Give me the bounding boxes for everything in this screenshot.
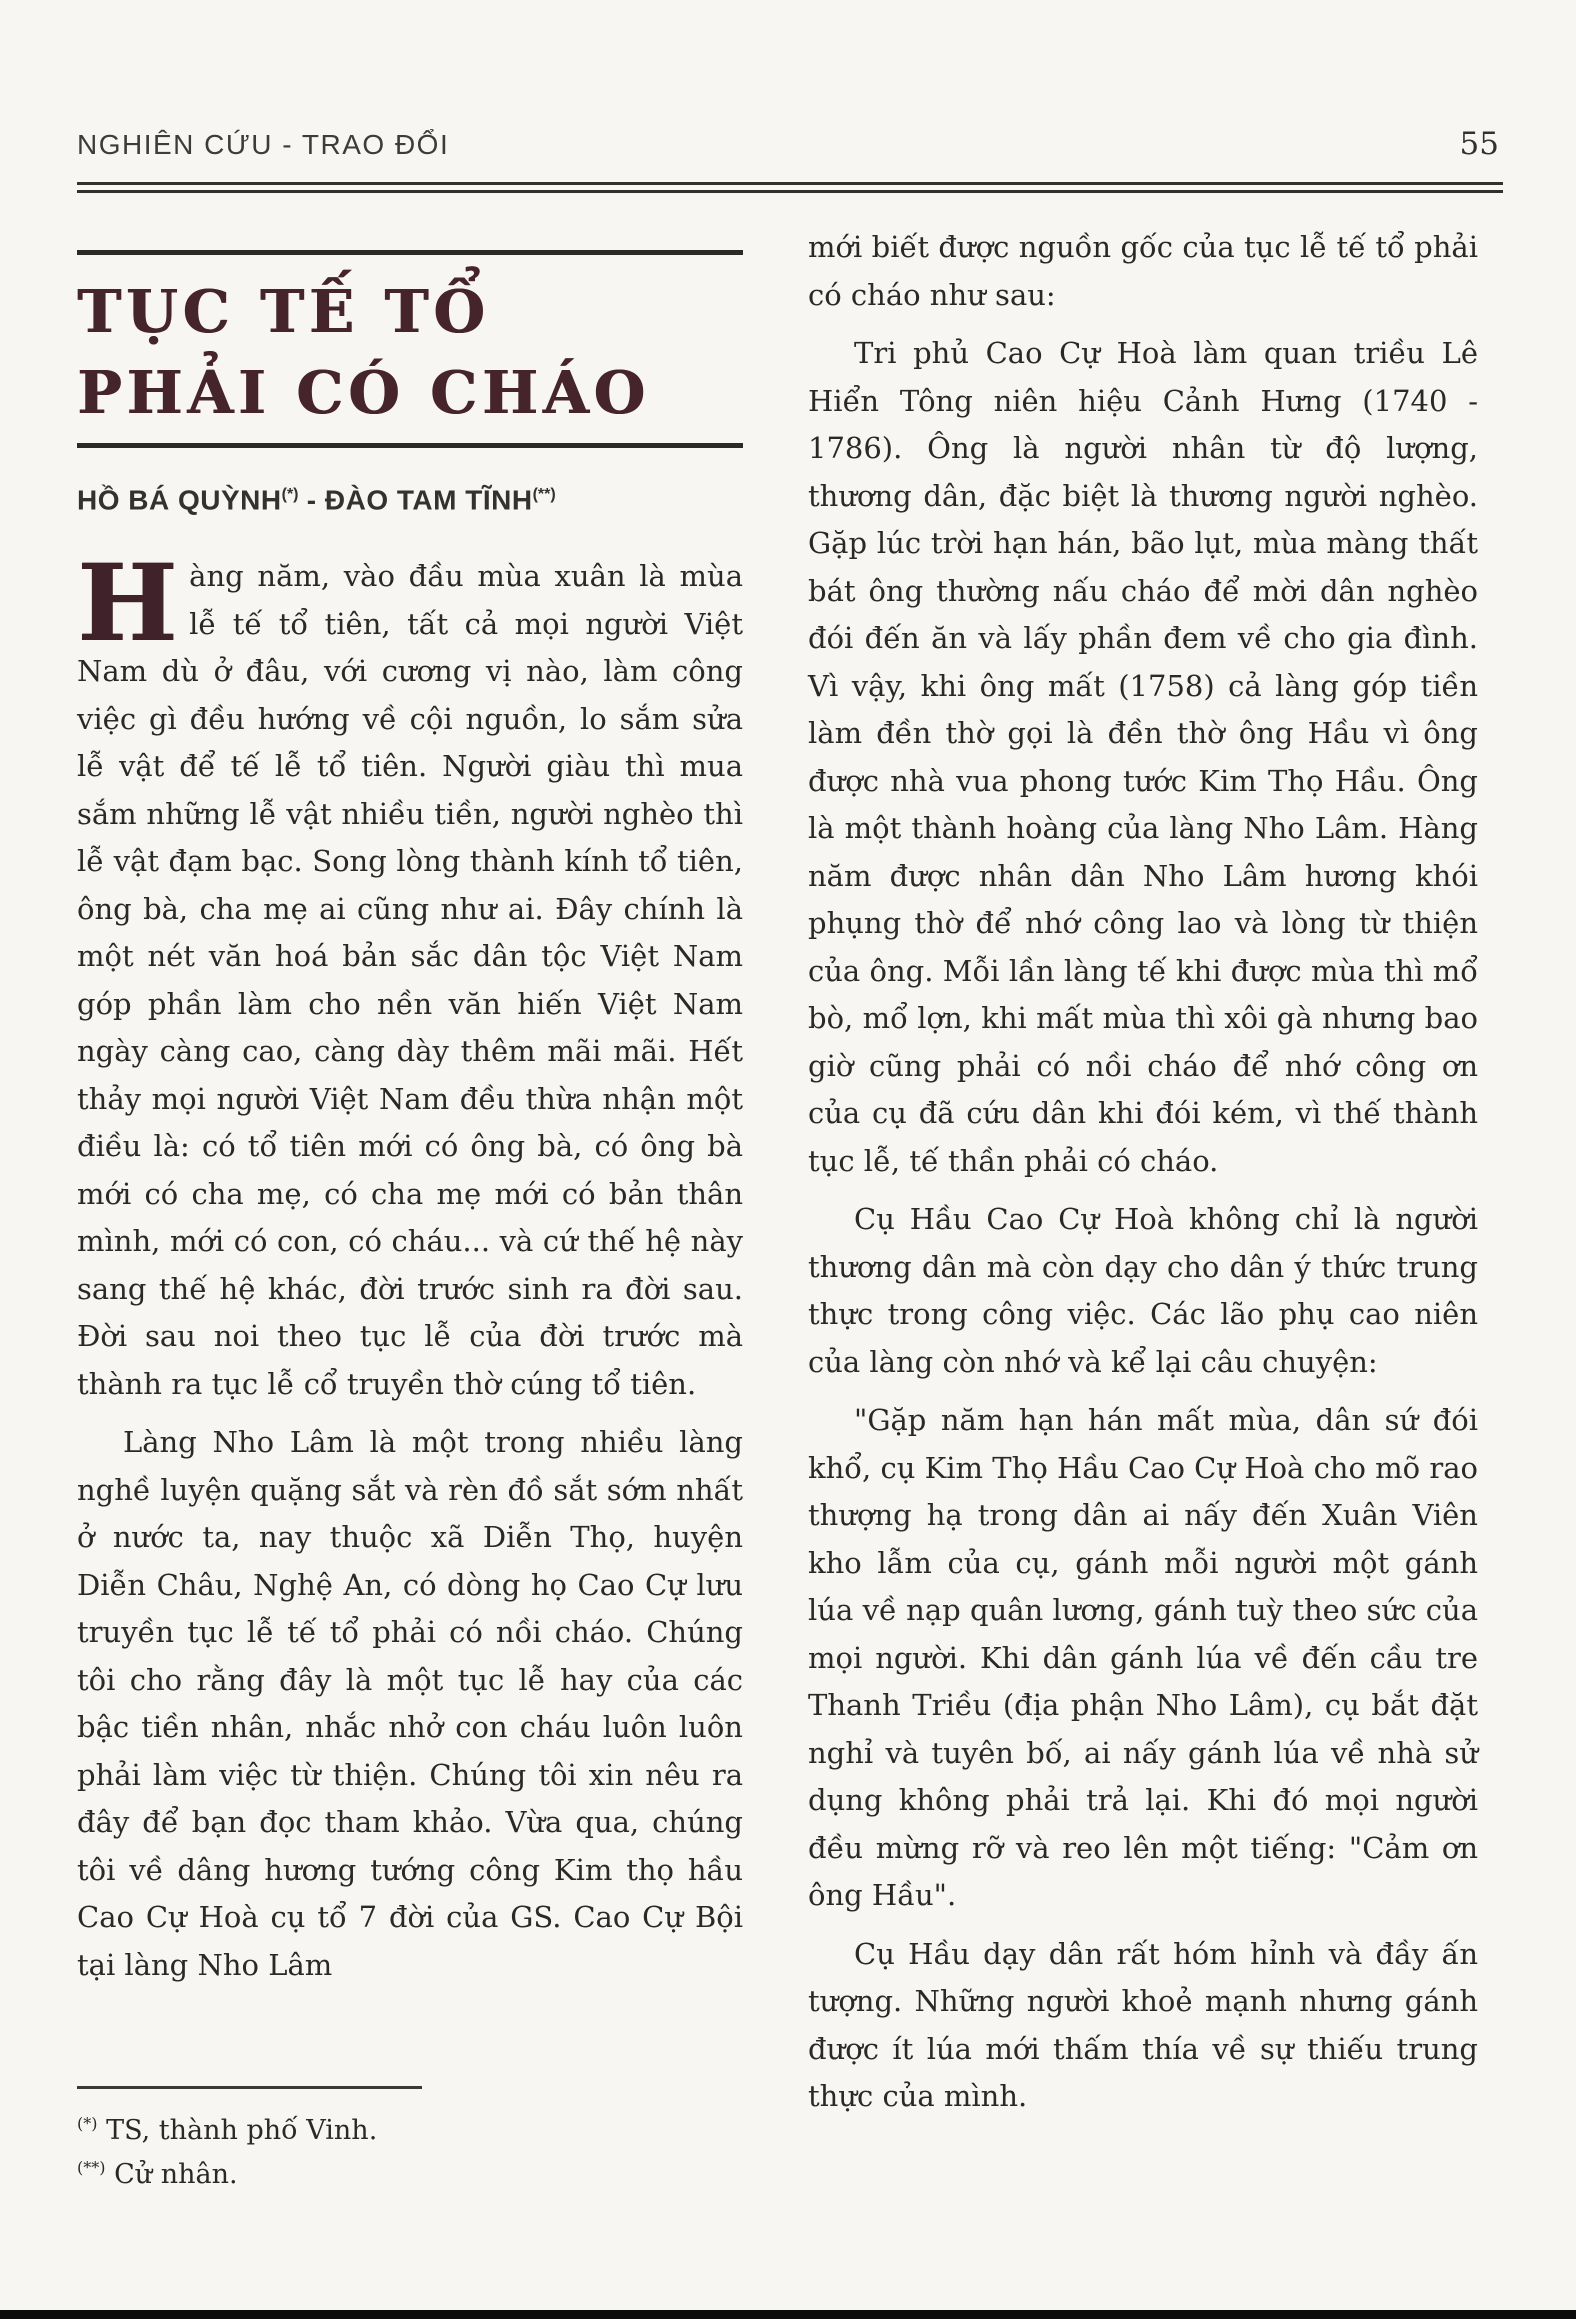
footnote-rule xyxy=(77,2086,422,2089)
footnote-1-text: TS, thành phố Vinh. xyxy=(106,2115,378,2146)
scan-edge-bar xyxy=(0,2310,1576,2319)
footnote-2-text: Cử nhân. xyxy=(114,2159,238,2190)
header-double-rule xyxy=(77,182,1503,193)
title-top-rule xyxy=(77,250,743,255)
authors-separator: - xyxy=(298,484,325,516)
article-title-line-1: TỤC TẾ TỔ xyxy=(77,277,490,346)
article-title xyxy=(77,271,743,433)
paragraph-opening xyxy=(77,540,743,1408)
paragraph-closing: Cụ Hầu dạy dân rất hóm hỉnh và đầy ấn tượng. Những người khoẻ mạnh nhưng gánh được ít lúa mới thấm thía về sự thiếu trung thực của mình. xyxy=(808,1936,1478,2113)
author-1-footnote-mark: (*) xyxy=(281,486,299,503)
footnote-1 xyxy=(77,2105,717,2149)
footnotes-block xyxy=(77,2086,717,2193)
footnote-2 xyxy=(77,2149,717,2193)
paragraph-continuation: mới biết được nguồn gốc của tục lễ tế tổ phải có cháo như sau: xyxy=(808,230,1478,312)
right-column xyxy=(808,224,1478,2132)
authors-line xyxy=(77,478,743,517)
paragraph-opening-text: àng năm, vào đầu mùa xuân là mùa lễ tế tổ tiên, tất cả mọi người Việt Nam dù ở đâu, với cương vị nào, làm công việc gì đều hướng về cội nguồn, lo sắm sửa lễ vật để tế lễ tổ tiên. Người giàu thì mua sắm những lễ vật nhiều tiền, người nghèo thì lễ vật đạm bạc. Song lòng thành kính tổ tiên, ông bà, cha mẹ ai cũng như ai. Đây chính là một nét văn hoá bản sắc dân tộc Việt Nam góp phần làm cho nền văn hiến Việt Nam ngày càng cao, càng dày thêm mãi mãi. Hết thảy mọi người Việt Nam đều thừa nhận một điều là: có tổ tiên mới có ông bà, có ông bà mới có cha mẹ, có cha mẹ mới có bản thân mình, mới có con, có cháu... và cứ thế hệ này sang thế hệ khác, đời trước sinh ra đời sau. Đời sau noi theo tục lễ của đời trước mà thành ra tục lễ cổ truyền thờ cúng tổ tiên. xyxy=(77,559,743,1401)
author-1: HỒ BÁ QUỲNH xyxy=(77,484,282,516)
paragraph-lang-nho-lam: Làng Nho Lâm là một trong nhiều làng nghề luyện quặng sắt và rèn đồ sắt sớm nhất ở nước ta, nay thuộc xã Diễn Thọ, huyện Diễn Châu, Nghệ An, có dòng họ Cao Cự lưu truyền tục lễ tế tổ phải có nồi cháo. Chúng tôi cho rằng đây là một tục lễ hay của các bậc tiền nhân, nhắc nhở con cháu luôn luôn phải làm việc từ thiện. Chúng tôi xin nêu ra đây để bạn đọc tham khảo. Vừa qua, chúng tôi về dâng hương tướng công Kim thọ hầu Cao Cự Hoà cụ tổ 7 đời của GS. Cao Cự Bội tại làng Nho Lâm xyxy=(77,1425,743,1982)
left-column xyxy=(77,250,743,2000)
author-2-footnote-mark: (**) xyxy=(532,486,556,503)
section-heading: NGHIÊN CỨU - TRAO ĐỔI xyxy=(77,129,450,160)
page-number: 55 xyxy=(1459,126,1499,162)
footnote-2-mark: (**) xyxy=(77,2158,106,2177)
article-title-line-2: PHẢI CÓ CHÁO xyxy=(77,358,650,427)
paragraph-story-quote: "Gặp năm hạn hán mất mùa, dân sứ đói khổ, cụ Kim Thọ Hầu Cao Cự Hoà cho mõ rao thượng hạ trong dân ai nấy đến Xuân Viên kho lẫm của cụ, gánh mỗi người một gánh lúa về nạp quân lương, gánh tuỳ theo sức của mọi người. Khi dân gánh lúa về đến cầu tre Thanh Triều (địa phận Nho Lâm), cụ bắt đặt nghỉ và tuyên bố, ai nấy gánh lúa về nhà sử dụng không phải trả lại. Khi đó mọi người đều mừng rỡ và reo lên một tiếng: "Cảm ơn ông Hầu". xyxy=(808,1403,1478,1912)
paragraph-cu-hau-day-dan: Cụ Hầu Cao Cự Hoà không chỉ là người thương dân mà còn dạy cho dân ý thức trung thực trong công việc. Các lão phụ cao niên của làng còn nhớ và kể lại câu chuyện: xyxy=(808,1202,1478,1379)
drop-cap-initial: H xyxy=(77,540,178,666)
footnote-1-mark: (*) xyxy=(77,2114,98,2133)
paragraph-tri-phu: Tri phủ Cao Cự Hoà làm quan triều Lê Hiển Tông niên hiệu Cảnh Hưng (1740 - 1786). Ông là người nhân từ độ lượng, thương dân, đặc biệt là thương người nghèo. Gặp lúc trời hạn hán, bão lụt, mùa màng thất bát ông thường nấu cháo để mời dân nghèo đói đến ăn và lấy phần đem về cho gia đình. Vì vậy, khi ông mất (1758) cả làng góp tiền làm đền thờ gọi là đền thờ ông Hầu vì ông được nhà vua phong tước Kim Thọ Hầu. Ông là một thành hoàng của làng Nho Lâm. Hàng năm được nhân dân Nho Lâm hương khói phụng thờ để nhớ công lao và lòng từ thiện của ông. Mỗi lần làng tế khi được mùa thì mổ bò, mổ lợn, khi mất mùa thì xôi gà nhưng bao giờ cũng phải có nồi cháo để nhớ công ơn của cụ đã cứu dân khi đói kém, vì thế thành tục lễ, tế thần phải có cháo. xyxy=(808,336,1478,1178)
title-bottom-rule xyxy=(77,443,743,448)
author-2: ĐÀO TAM TĨNH xyxy=(324,484,533,516)
running-head xyxy=(77,126,1499,162)
